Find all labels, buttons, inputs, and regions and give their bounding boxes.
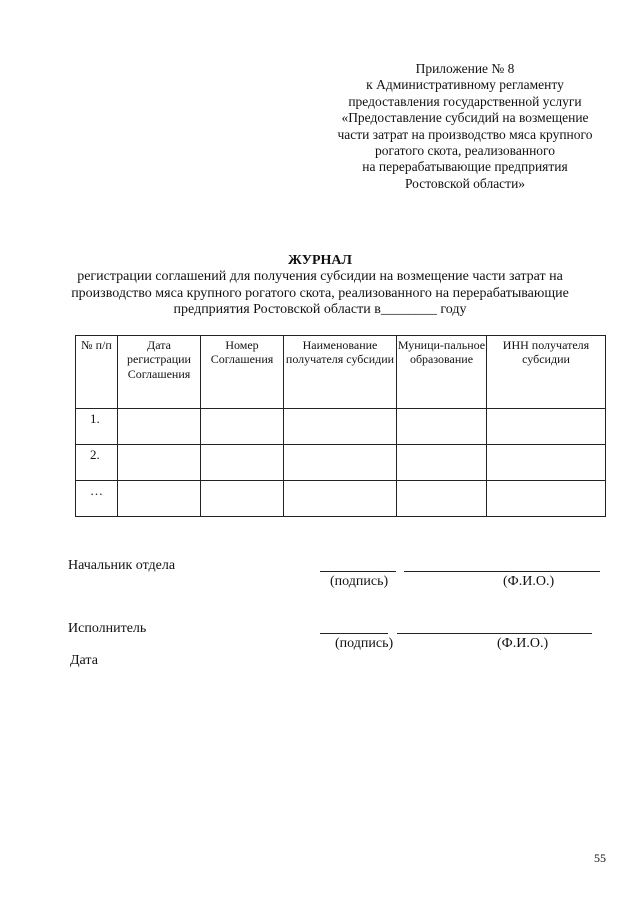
head-name-line (404, 571, 600, 572)
appendix-line: части затрат на производство мяса крупного (337, 126, 593, 142)
table-header-row (76, 336, 606, 409)
page-number: 55 (594, 851, 606, 865)
table-cell (201, 481, 284, 517)
table-row (76, 409, 606, 445)
table-cell: 2. (76, 445, 118, 481)
table-cell (397, 445, 487, 481)
subtitle-line: предприятия Ростовской области в________ году (173, 302, 467, 318)
header-recipient-name: Наименование получателя субсидии (284, 336, 397, 409)
head-of-department-label: Начальник отдела (68, 558, 176, 573)
table-cell (487, 409, 606, 445)
table-cell: … (76, 481, 118, 517)
table-cell (487, 481, 606, 517)
subtitle-line: производство мяса крупного рогатого скота, реализованного на перерабатывающие (71, 285, 569, 301)
date-label: Дата (70, 653, 98, 668)
appendix-line: к Административному регламенту (366, 77, 564, 93)
table-cell (201, 409, 284, 445)
executor-name-line (397, 633, 592, 634)
table-cell (284, 409, 397, 445)
header-agreement-number: Номер Соглашения (201, 336, 284, 409)
header-inn: ИНН получателя субсидии (487, 336, 606, 409)
appendix-line: предоставления государственной услуги (348, 93, 582, 109)
appendix-line: Ростовской области» (404, 175, 526, 191)
journal-title: ЖУРНАЛ (288, 253, 352, 268)
appendix-block (300, 61, 630, 192)
subtitle-line: регистрации соглашений для получения субсидии на возмещение части затрат на (77, 269, 563, 284)
table-row (76, 445, 606, 481)
table-cell (118, 445, 201, 481)
table-cell (201, 445, 284, 481)
head-name-caption: (Ф.И.О.) (503, 574, 555, 589)
header-municipality: Муници-пальное образование (397, 336, 487, 409)
head-signature-caption: (подпись) (330, 574, 389, 589)
table-cell: 1. (76, 409, 118, 445)
appendix-line: на перерабатывающие предприятия (362, 159, 568, 175)
journal-subtitle (40, 269, 600, 319)
table-cell (397, 481, 487, 517)
header-number: № п/п (76, 336, 118, 409)
table-cell (487, 445, 606, 481)
appendix-line: «Предоставление субсидий на возмещение (341, 110, 589, 126)
executor-name-caption: (Ф.И.О.) (497, 636, 549, 651)
header-registration-date: Дата регистрации Соглашения (118, 336, 201, 409)
appendix-line: рогатого скота, реализованного (374, 143, 556, 159)
table-cell (284, 481, 397, 517)
head-signature-line (320, 571, 396, 572)
executor-signature-line (320, 633, 388, 634)
executor-signature-caption: (подпись) (335, 636, 394, 651)
table-row (76, 481, 606, 517)
executor-label: Исполнитель (68, 621, 147, 636)
appendix-line: Приложение № 8 (415, 61, 515, 76)
journal-table (75, 335, 606, 517)
table-cell (397, 409, 487, 445)
table-cell (284, 445, 397, 481)
table-cell (118, 481, 201, 517)
table-cell (118, 409, 201, 445)
